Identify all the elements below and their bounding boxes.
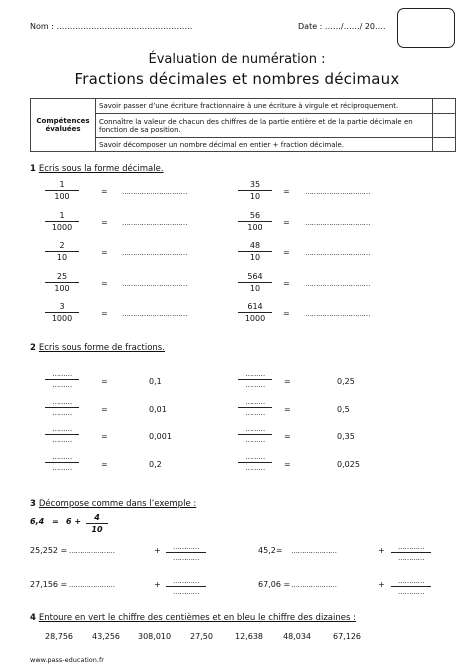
numerator: 2 bbox=[59, 241, 65, 250]
number-to-circle: 67,126 bbox=[333, 632, 361, 641]
ex2-number: 2 bbox=[30, 343, 36, 353]
number-to-circle: 43,256 bbox=[92, 632, 120, 641]
whole-blank: ………………… bbox=[291, 581, 337, 589]
fraction-bar bbox=[45, 282, 79, 283]
fraction-bar bbox=[166, 552, 206, 553]
fraction-bar bbox=[238, 379, 272, 380]
footer-site: www.pass-education.fr bbox=[30, 656, 104, 664]
denominator: 1000 bbox=[244, 314, 266, 323]
competence-item: Connaître la valeur de chacun des chiffres de la partie entière et de la partie décimale en fonction de sa position. bbox=[96, 114, 433, 138]
number-to-circle: 48,034 bbox=[283, 632, 311, 641]
answer-blank: ………………………… bbox=[122, 279, 187, 288]
numerator: 35 bbox=[249, 180, 261, 189]
numerator: 1 bbox=[59, 210, 65, 220]
fraction-bar bbox=[391, 586, 431, 587]
ex3-title bbox=[30, 499, 196, 509]
fraction-bar bbox=[238, 462, 272, 463]
fraction bbox=[45, 180, 79, 201]
numerator-blank: ………… bbox=[173, 543, 199, 551]
equals-sign: = bbox=[283, 278, 290, 288]
decompose-lhs: 67,06 = bbox=[258, 580, 291, 589]
competence-item: Savoir décomposer un nombre décimal en entier + fraction décimale. bbox=[96, 138, 433, 152]
fraction bbox=[238, 180, 272, 201]
fraction-blank bbox=[391, 577, 431, 596]
decimal-value: 0,25 bbox=[337, 377, 355, 386]
numerator: 48 bbox=[249, 241, 261, 250]
fraction-bar bbox=[86, 523, 108, 524]
example-num: 4 bbox=[94, 513, 100, 522]
numerator: 25 bbox=[56, 271, 68, 281]
denominator-blank: ……… bbox=[245, 381, 265, 389]
example-den: 10 bbox=[91, 525, 103, 534]
fraction bbox=[238, 302, 272, 323]
denominator: 10 bbox=[56, 253, 68, 262]
ex1-title bbox=[30, 164, 164, 174]
number-to-circle: 308,010 bbox=[138, 632, 172, 641]
fraction-blank bbox=[45, 425, 79, 444]
fraction-bar bbox=[238, 312, 272, 313]
fraction-blank bbox=[238, 453, 272, 472]
answer-blank: ………………………… bbox=[122, 218, 187, 227]
date-field: Date : ……/……/ 20…. bbox=[298, 22, 386, 31]
fraction-bar bbox=[45, 221, 79, 222]
whole-blank: ………………… bbox=[69, 547, 115, 555]
answer-blank: ………………………… bbox=[122, 249, 187, 257]
eval-cell bbox=[433, 138, 456, 152]
fraction-blank bbox=[238, 398, 272, 417]
fraction-bar bbox=[45, 312, 79, 313]
fraction-blank bbox=[45, 370, 79, 389]
fraction bbox=[45, 211, 79, 232]
decimal-value: 0,2 bbox=[149, 459, 162, 469]
numerator: 56 bbox=[249, 210, 261, 220]
eval-cell bbox=[433, 114, 456, 138]
fraction-bar bbox=[238, 251, 272, 252]
fraction bbox=[45, 302, 79, 323]
ex1-number: 1 bbox=[30, 164, 36, 174]
fraction-bar bbox=[45, 434, 79, 435]
equals-sign: = bbox=[101, 309, 108, 318]
plus-sign: + bbox=[378, 546, 385, 555]
fraction-blank bbox=[166, 543, 206, 562]
whole-blank: ………………… bbox=[69, 581, 115, 589]
equals-sign: = bbox=[101, 278, 108, 288]
answer-blank: ………………………… bbox=[305, 279, 370, 288]
fraction-bar bbox=[238, 407, 272, 408]
number-to-circle: 28,756 bbox=[45, 632, 73, 641]
ex4-number: 4 bbox=[30, 613, 36, 623]
decompose-lhs: 25,252 = bbox=[30, 546, 68, 555]
fraction-bar bbox=[45, 251, 79, 252]
ex4-instruction: Entoure en vert le chiffre des centièmes et en bleu le chiffre des dizaines : bbox=[38, 613, 356, 623]
denominator-blank: ……… bbox=[52, 436, 72, 444]
fraction-bar bbox=[45, 407, 79, 408]
whole-blank: ………………… bbox=[291, 547, 337, 555]
example-lhs: 6,4 bbox=[30, 517, 45, 526]
fraction-bar bbox=[166, 586, 206, 587]
fraction-blank bbox=[238, 370, 272, 389]
denominator-blank: ……… bbox=[245, 408, 265, 417]
numerator-blank: ……… bbox=[52, 452, 72, 461]
numerator-blank: ………… bbox=[173, 577, 199, 585]
equals-sign: = bbox=[101, 248, 108, 257]
decimal-value: 0,35 bbox=[337, 432, 355, 441]
equals-sign: = bbox=[284, 404, 291, 414]
numerator-blank: ……… bbox=[245, 425, 265, 433]
fraction-blank bbox=[391, 543, 431, 562]
numerator: 564 bbox=[247, 271, 263, 281]
denominator: 10 bbox=[249, 253, 261, 262]
denominator: 100 bbox=[247, 222, 263, 232]
competences-table bbox=[30, 98, 456, 152]
ex2-title bbox=[30, 343, 165, 353]
decimal-value: 0,01 bbox=[149, 404, 167, 414]
numerator-blank: ………… bbox=[398, 577, 424, 585]
answer-blank: ………………………… bbox=[305, 249, 370, 257]
denominator-blank: ……… bbox=[52, 463, 72, 472]
fraction-bar bbox=[45, 462, 79, 463]
fraction-bar bbox=[238, 282, 272, 283]
eval-cell bbox=[433, 99, 456, 114]
plus-sign: + bbox=[154, 546, 161, 555]
equals-sign: = bbox=[101, 432, 108, 441]
fraction-bar bbox=[45, 379, 79, 380]
equals-sign: = bbox=[284, 432, 291, 441]
number-to-circle: 12,638 bbox=[235, 632, 263, 641]
fraction-bar bbox=[238, 221, 272, 222]
decimal-value: 0,1 bbox=[149, 377, 162, 386]
numerator: 3 bbox=[59, 302, 65, 311]
numerator-blank: ……… bbox=[52, 425, 72, 433]
fraction-blank bbox=[45, 398, 79, 417]
ex2-instruction: Ecris sous forme de fractions. bbox=[38, 343, 165, 353]
ex3-number: 3 bbox=[30, 499, 36, 509]
competence-item: Savoir passer d’une écriture fractionnaire à une écriture à virgule et réciproquement. bbox=[96, 99, 433, 114]
equals-sign: = bbox=[283, 187, 290, 196]
equals-sign: = bbox=[101, 377, 108, 386]
denominator-blank: ……… bbox=[245, 436, 265, 444]
answer-blank: ………………………… bbox=[305, 218, 370, 227]
decimal-value: 0,001 bbox=[149, 432, 172, 441]
answer-blank: ………………………… bbox=[305, 188, 370, 196]
competences-label: Compétences évaluées bbox=[31, 99, 96, 152]
ex1-instruction: Ecris sous la forme décimale. bbox=[38, 164, 164, 174]
fraction bbox=[238, 272, 272, 293]
denominator-blank: ………… bbox=[398, 588, 424, 596]
denominator: 1000 bbox=[51, 314, 73, 323]
plus-sign: + bbox=[154, 580, 161, 589]
denominator: 100 bbox=[54, 283, 70, 293]
grade-box bbox=[397, 8, 455, 48]
denominator: 1000 bbox=[51, 222, 73, 232]
fraction-bar bbox=[391, 552, 431, 553]
plus-sign: + bbox=[378, 580, 385, 589]
example-whole: 6 + bbox=[66, 517, 82, 526]
ex4-title bbox=[30, 613, 356, 623]
example-eq: = bbox=[52, 517, 59, 526]
decompose-lhs: 45,2= bbox=[258, 546, 283, 555]
decimal-value: 0,5 bbox=[337, 404, 350, 414]
denominator-blank: ……… bbox=[52, 381, 72, 389]
fraction-blank bbox=[166, 577, 206, 596]
equals-sign: = bbox=[101, 217, 108, 227]
equals-sign: = bbox=[284, 377, 291, 386]
fraction-bar bbox=[238, 190, 272, 191]
number-to-circle: 27,50 bbox=[190, 632, 213, 641]
numerator-blank: ……… bbox=[52, 397, 72, 406]
denominator-blank: ………… bbox=[398, 554, 424, 562]
fraction-bar bbox=[45, 190, 79, 191]
denominator-blank: ……… bbox=[245, 463, 265, 472]
equals-sign: = bbox=[101, 459, 108, 469]
example-fraction bbox=[86, 513, 108, 534]
denominator-blank: ………… bbox=[173, 588, 199, 596]
equals-sign: = bbox=[101, 187, 108, 196]
equals-sign: = bbox=[101, 404, 108, 414]
denominator: 10 bbox=[249, 192, 261, 201]
decompose-lhs: 27,156 = bbox=[30, 580, 68, 589]
ex3-instruction: Décompose comme dans l’exemple : bbox=[38, 499, 197, 509]
fraction-bar bbox=[238, 434, 272, 435]
equals-sign: = bbox=[284, 459, 291, 469]
fraction bbox=[238, 211, 272, 232]
denominator-blank: ……… bbox=[52, 408, 72, 417]
decimal-value: 0,025 bbox=[337, 459, 360, 469]
numerator-blank: ……… bbox=[245, 370, 265, 378]
equals-sign: = bbox=[283, 309, 290, 318]
denominator: 100 bbox=[54, 192, 70, 201]
fraction-blank bbox=[238, 425, 272, 444]
answer-blank: ………………………… bbox=[122, 310, 187, 318]
page-subtitle: Fractions décimales et nombres décimaux bbox=[74, 70, 400, 88]
equals-sign: = bbox=[283, 248, 290, 257]
numerator-blank: ……… bbox=[245, 397, 265, 406]
equals-sign: = bbox=[283, 217, 290, 227]
fraction bbox=[45, 272, 79, 293]
answer-blank: ………………………… bbox=[122, 188, 187, 196]
numerator-blank: ……… bbox=[245, 452, 265, 461]
denominator: 10 bbox=[249, 283, 261, 293]
name-field: Nom : …………………………………………… bbox=[30, 22, 193, 31]
numerator: 1 bbox=[59, 180, 65, 189]
numerator-blank: ………… bbox=[398, 543, 424, 551]
denominator-blank: ………… bbox=[173, 554, 199, 562]
numerator: 614 bbox=[247, 302, 263, 311]
answer-blank: ………………………… bbox=[305, 310, 370, 318]
fraction bbox=[45, 241, 79, 262]
fraction bbox=[238, 241, 272, 262]
page-title: Évaluation de numération : bbox=[148, 52, 326, 67]
fraction-blank bbox=[45, 453, 79, 472]
numerator-blank: ……… bbox=[52, 370, 72, 378]
